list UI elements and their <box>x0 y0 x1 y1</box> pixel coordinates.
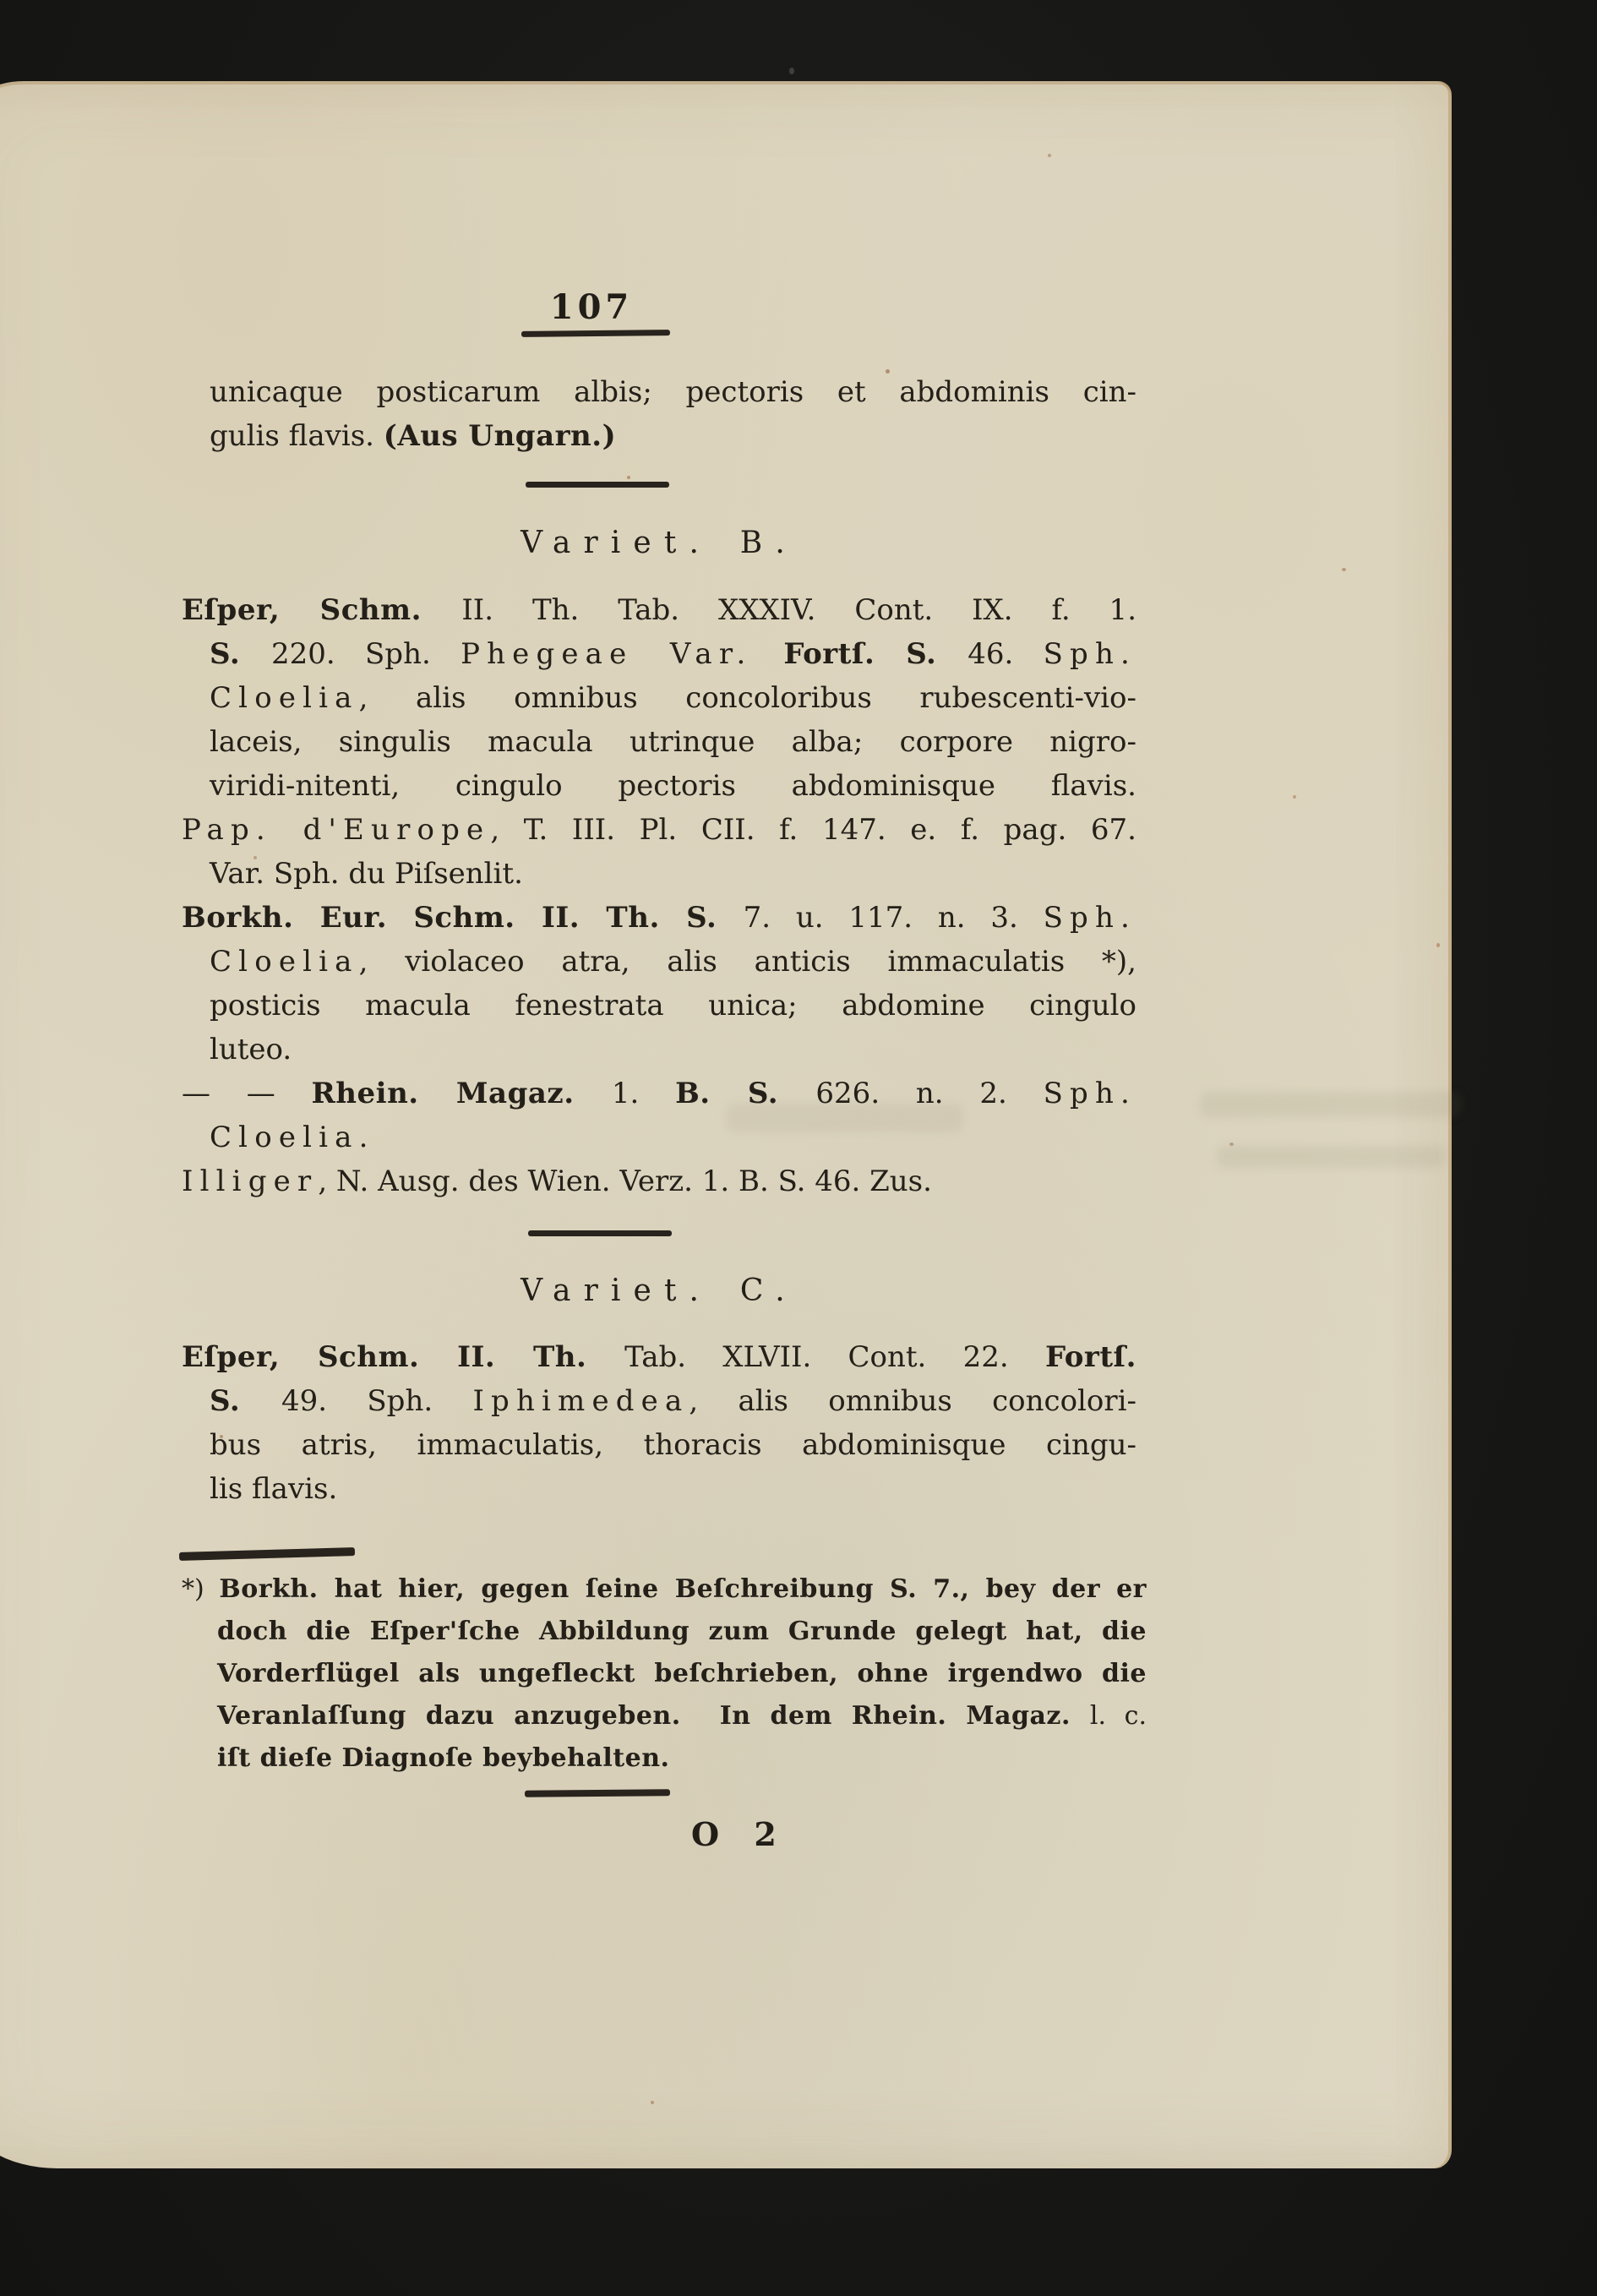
text-line <box>210 984 1136 1028</box>
text-line <box>182 1072 1136 1115</box>
text-line <box>182 808 1136 852</box>
text-segment: Eſper, Schm. II. Th. <box>182 1340 625 1374</box>
text-segment: Borkh. hat hier, gegen ſeine Beſchreibung S. 7., bey der er <box>219 1574 1147 1604</box>
text-line <box>210 1115 1136 1159</box>
text-segment: Cloelia <box>210 945 359 979</box>
page-number-rule <box>521 330 670 337</box>
text-segment: , N. Ausg. des Wien. Verz. 1. B. S. 46. Zus. <box>318 1164 932 1198</box>
text-line <box>210 720 1136 764</box>
text-line <box>210 676 1136 720</box>
text-segment: Sph. <box>1043 1077 1136 1110</box>
text-line <box>210 1467 1136 1511</box>
text-segment: Var. Sph. du Piſsenlit. <box>210 857 523 891</box>
text-segment: , violaceo atra, alis anticis immaculatis *), <box>358 945 1136 979</box>
text-line <box>182 896 1136 940</box>
text-line <box>210 764 1136 808</box>
text-segment: Sph. <box>1043 901 1136 935</box>
text-line <box>210 632 1136 676</box>
text-segment: II. Th. Tab. XXXIV. Cont. IX. f. 1. <box>461 593 1136 627</box>
footnote-rule <box>179 1547 355 1561</box>
variet-b-entries <box>182 588 1136 1203</box>
text-segment: 220. Sph. <box>271 637 461 671</box>
text-segment: (Aus Ungarn.) <box>383 419 617 453</box>
text-segment: 46. <box>967 637 1044 671</box>
text-segment: Borkh. Eur. Schm. II. Th. S. <box>182 901 744 935</box>
text-segment: Fortſ. <box>1044 1340 1136 1374</box>
text-segment: 7. u. 117. n. 3. <box>743 901 1044 935</box>
text-line <box>210 1379 1136 1423</box>
text-line <box>217 1695 1147 1737</box>
text-segment: doch die Eſper'ſche Abbildung zum Grunde gelegt hat, die <box>217 1617 1147 1646</box>
section-divider-rule <box>528 1230 672 1236</box>
text-segment: , alis omnibus concoloribus rubescenti-vio- <box>358 681 1136 715</box>
text-segment: , alis omnibus concolori- <box>689 1384 1137 1418</box>
text-line <box>182 588 1136 632</box>
text-segment: B. S. <box>675 1077 816 1110</box>
text-segment: 1. <box>611 1077 676 1110</box>
text-segment: iſt dieſe Diagnoſe beybehalten. <box>217 1743 670 1773</box>
text-segment: lis flavis. <box>210 1472 338 1506</box>
text-line <box>210 414 1136 458</box>
text-line <box>217 1653 1147 1695</box>
text-segment: Tab. XLVII. Cont. 22. <box>624 1340 1045 1374</box>
text-segment: laceis, singulis macula utrinque alba; corpore nigro- <box>210 725 1136 759</box>
text-line <box>182 1568 1147 1611</box>
text-segment: bus atris, immaculatis, thoracis abdominisque cingu- <box>210 1428 1136 1462</box>
heading-variet-c: Variet. C. <box>521 1273 798 1308</box>
text-segment: Veranlaſſung dazu anzugeben. In dem Rhein. Magaz. <box>217 1701 1090 1731</box>
section-divider-rule <box>526 482 669 488</box>
text-segment: Cloelia <box>210 681 359 715</box>
text-segment: 626. n. 2. <box>815 1077 1044 1110</box>
text-segment: S. <box>210 637 272 671</box>
text-segment: Pap. d'Europe <box>182 813 491 847</box>
intro-paragraph <box>210 370 1136 458</box>
text-line <box>210 1028 1136 1072</box>
text-segment: Vorderflügel als ungefleckt beſchrieben, ohne irgendwo die <box>217 1659 1147 1688</box>
variet-c-entries <box>182 1335 1136 1511</box>
text-segment: unicaque posticarum albis; pectoris et abdominis cin- <box>210 375 1136 409</box>
text-segment: — — <box>182 1077 312 1110</box>
text-segment: l. c. <box>1089 1701 1147 1731</box>
text-line <box>210 852 1136 896</box>
text-segment: 49. Sph. <box>281 1384 473 1418</box>
text-segment: Iphimedea <box>472 1384 689 1418</box>
text-segment: Fortſ. S. <box>752 637 968 671</box>
text-line <box>210 940 1136 984</box>
text-segment: Rhein. Magaz. <box>311 1077 612 1110</box>
end-divider-rule <box>525 1789 670 1797</box>
text-line <box>182 1335 1136 1379</box>
text-line <box>210 370 1136 414</box>
footnote <box>182 1568 1147 1780</box>
text-segment: Cloelia. <box>210 1121 375 1154</box>
signature-mark: O 2 <box>691 1815 788 1853</box>
text-segment: gulis flavis. <box>210 419 384 453</box>
text-segment: S. <box>210 1384 282 1418</box>
text-segment: posticis macula fenestrata unica; abdomine cingulo <box>210 989 1136 1023</box>
text-line <box>217 1611 1147 1653</box>
text-line <box>210 1423 1136 1467</box>
text-segment: , T. III. Pl. CII. f. 147. e. f. pag. 67. <box>490 813 1136 847</box>
page-number: 107 <box>549 287 634 327</box>
text-segment: Sph. <box>1043 637 1136 671</box>
text-line <box>182 1159 1136 1203</box>
text-segment: Phegeae Var. <box>461 637 753 671</box>
text-segment: *) <box>182 1574 220 1604</box>
text-segment: viridi-nitenti, cingulo pectoris abdominisque flavis. <box>210 769 1136 803</box>
text-line <box>217 1737 1147 1780</box>
heading-variet-b: Variet. B. <box>521 526 798 560</box>
text-segment: Eſper, Schm. <box>182 593 462 627</box>
text-segment: Illiger <box>182 1164 319 1198</box>
text-segment: luteo. <box>210 1033 292 1066</box>
